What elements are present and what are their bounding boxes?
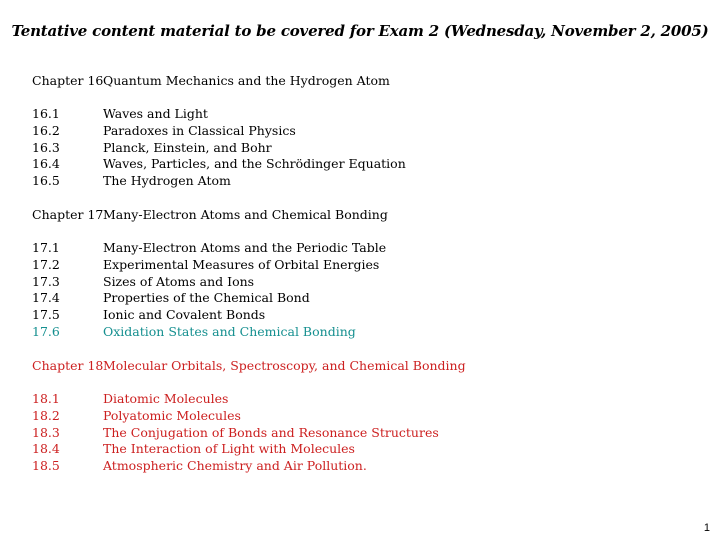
chapter-title: Quantum Mechanics and the Hydrogen Atom — [103, 73, 390, 88]
section-title: The Conjugation of Bonds and Resonance Structures — [103, 424, 439, 440]
section-row — [32, 458, 672, 475]
section-row — [32, 391, 672, 408]
section-number: 18.3 — [32, 424, 60, 440]
chapter-label: Chapter 17 — [32, 207, 104, 222]
section-row — [32, 408, 672, 425]
section-row — [32, 240, 672, 257]
section-title: Diatomic Molecules — [103, 391, 229, 406]
chapter-18-heading — [32, 358, 466, 373]
section-title: Properties of the Chemical Bond — [103, 290, 310, 306]
section-title: Waves and Light — [103, 106, 208, 121]
section-row-highlighted — [32, 324, 672, 341]
chapter-label: Chapter 16 — [32, 73, 104, 88]
section-row — [32, 173, 672, 190]
chapter-17-heading — [32, 207, 388, 222]
section-title: The Interaction of Light with Molecules — [103, 441, 355, 457]
section-title: Sizes of Atoms and Ions — [103, 273, 255, 289]
section-title: Atmospheric Chemistry and Air Pollution. — [103, 458, 367, 474]
section-number: 17.1 — [32, 240, 60, 255]
chapter-18-sections — [32, 391, 672, 475]
section-number: 17.3 — [32, 273, 60, 289]
chapter-17-sections — [32, 240, 672, 341]
section-number: 17.5 — [32, 307, 60, 323]
page-number: 1 — [703, 522, 710, 534]
section-number: 16.3 — [32, 139, 60, 155]
chapter-title: Molecular Orbitals, Spectroscopy, and Chemical Bonding — [103, 358, 466, 373]
chapter-label: Chapter 18 — [32, 358, 104, 373]
section-row — [32, 156, 672, 173]
page-title: Tentative content material to be covered for Exam 2 (Wednesday, November 2, 2005) — [11, 22, 709, 40]
section-number: 16.1 — [32, 106, 60, 121]
chapter-16-heading — [32, 73, 390, 88]
section-number: 18.2 — [32, 407, 60, 423]
section-title: Paradoxes in Classical Physics — [103, 122, 296, 138]
section-number: 18.5 — [32, 458, 60, 474]
section-title: Many-Electron Atoms and the Periodic Table — [103, 240, 387, 255]
section-row — [32, 274, 672, 291]
section-row — [32, 441, 672, 458]
section-title: Oxidation States and Chemical Bonding — [103, 323, 356, 339]
section-number: 17.6 — [32, 323, 60, 339]
section-row — [32, 106, 672, 123]
section-title: Planck, Einstein, and Bohr — [103, 139, 272, 155]
section-number: 16.2 — [32, 122, 60, 138]
chapter-16-sections — [32, 106, 672, 190]
section-row — [32, 140, 672, 157]
section-row — [32, 123, 672, 140]
section-title: Polyatomic Molecules — [103, 407, 241, 423]
section-row — [32, 257, 672, 274]
section-row — [32, 425, 672, 442]
section-number: 18.4 — [32, 441, 60, 457]
section-number: 17.2 — [32, 256, 60, 272]
section-number: 18.1 — [32, 391, 60, 406]
section-title: Experimental Measures of Orbital Energies — [103, 256, 380, 272]
section-number: 17.4 — [32, 290, 60, 306]
section-title: The Hydrogen Atom — [103, 173, 231, 189]
section-number: 16.4 — [32, 156, 60, 172]
section-title: Waves, Particles, and the Schrödinger Equation — [103, 156, 406, 172]
section-title: Ionic and Covalent Bonds — [103, 307, 266, 323]
section-row — [32, 290, 672, 307]
section-row — [32, 307, 672, 324]
chapter-title: Many-Electron Atoms and Chemical Bonding — [103, 207, 388, 222]
section-number: 16.5 — [32, 173, 60, 189]
